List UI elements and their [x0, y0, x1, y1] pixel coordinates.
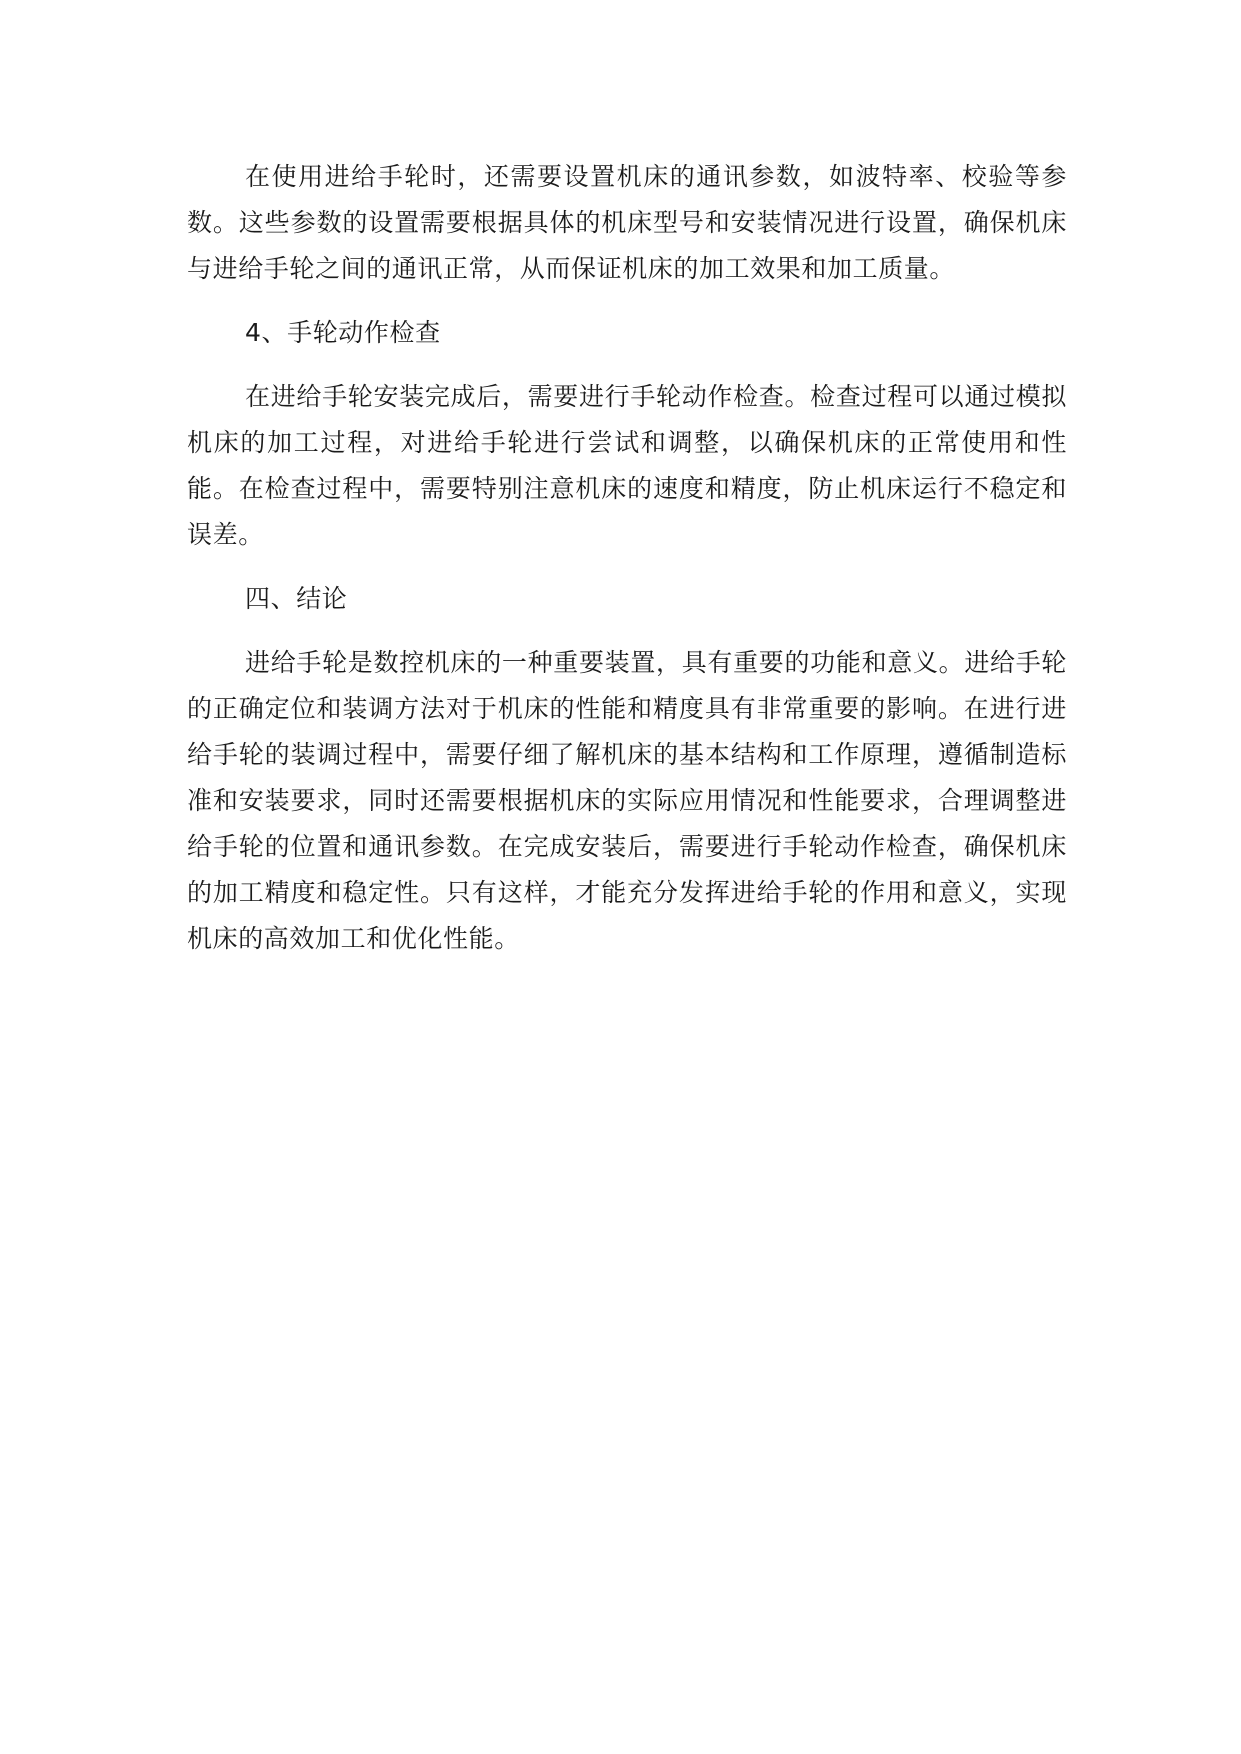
paragraph-communication-parameters: 在使用进给手轮时，还需要设置机床的通讯参数，如波特率、校验等参数。这些参数的设置需要根据具体的机床型号和安装情况进行设置，确保机床与进给手轮之间的通讯正常，从而保证机床的加工效果和加工质量。 — [187, 162, 1067, 283]
section-heading-handwheel-check: 4、手轮动作检查 — [245, 318, 441, 347]
document-body — [187, 154, 1067, 962]
paragraph-handwheel-check: 在进给手轮安装完成后，需要进行手轮动作检查。检查过程可以通过模拟机床的加工过程，对进给手轮进行尝试和调整，以确保机床的正常使用和性能。在检查过程中，需要特别注意机床的速度和精度，防止机床运行不稳定和误差。 — [187, 382, 1067, 549]
paragraph-conclusion: 进给手轮是数控机床的一种重要装置，具有重要的功能和意义。进给手轮的正确定位和装调方法对于机床的性能和精度具有非常重要的影响。在进行进给手轮的装调过程中，需要仔细了解机床的基本结构和工作原理，遵循制造标准和安装要求，同时还需要根据机床的实际应用情况和性能要求，合理调整进给手轮的位置和通讯参数。在完成安装后，需要进行手轮动作检查，确保机床的加工精度和稳定性。只有这样，才能充分发挥进给手轮的作用和意义，实现机床的高效加工和优化性能。 — [187, 648, 1067, 953]
section-heading-conclusion: 四、结论 — [245, 584, 348, 613]
